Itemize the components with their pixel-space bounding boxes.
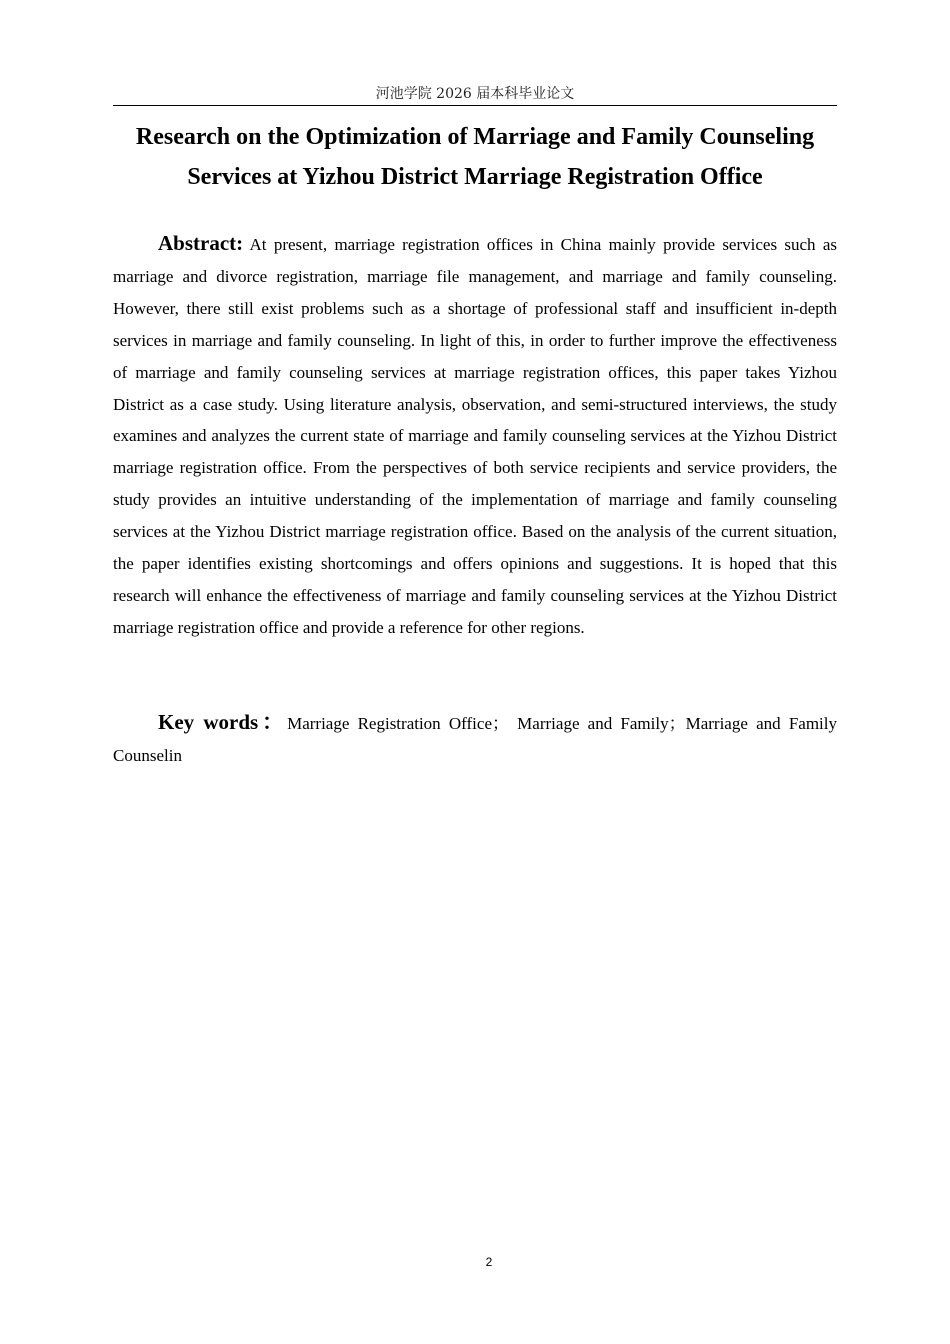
- abstract-paragraph: [113, 228, 837, 644]
- page-number: 2: [485, 1255, 493, 1269]
- keywords-paragraph: [113, 706, 837, 772]
- running-header: 河池学院 2026 届本科毕业论文: [375, 86, 575, 102]
- keywords-label: Key words：: [158, 710, 288, 734]
- abstract-label: Abstract:: [158, 231, 244, 255]
- paper-title-line-2: Services at Yizhou District Marriage Registration Office: [187, 164, 763, 190]
- header-divider: [113, 105, 837, 106]
- abstract-body: At present, marriage registration offices in China mainly provide services such as marriage and divorce registration, marriage file management, and marriage and family counseling. However, there still exist problems such as a shortage of professional staff and insufficient in-depth services in marriage and family counseling. In light of this, in order to further improve the effectiveness of marriage and family counseling services at marriage registration offices, this paper takes Yizhou District as a case study. Using literature analysis, observation, and semi-structured interviews, the study examines and analyzes the current state of marriage and family counseling services at the Yizhou District marriage registration office. From the perspectives of both service recipients and service providers, the study provides an intuitive understanding of the implementation of marriage and family counseling services at the Yizhou District marriage registration office. Based on the analysis of the current situation, the paper identifies existing shortcomings and offers opinions and suggestions. It is hoped that this research will enhance the effectiveness of marriage and family counseling services at the Yizhou District marriage registration office and provide a reference for other regions.: [113, 235, 837, 637]
- paper-title: [100, 117, 850, 197]
- keywords-text: Marriage Registration Office； Marriage and Family；Marriage and Family Counselin: [113, 714, 837, 765]
- paper-title-line-1: Research on the Optimization of Marriage and Family Counseling: [135, 124, 815, 150]
